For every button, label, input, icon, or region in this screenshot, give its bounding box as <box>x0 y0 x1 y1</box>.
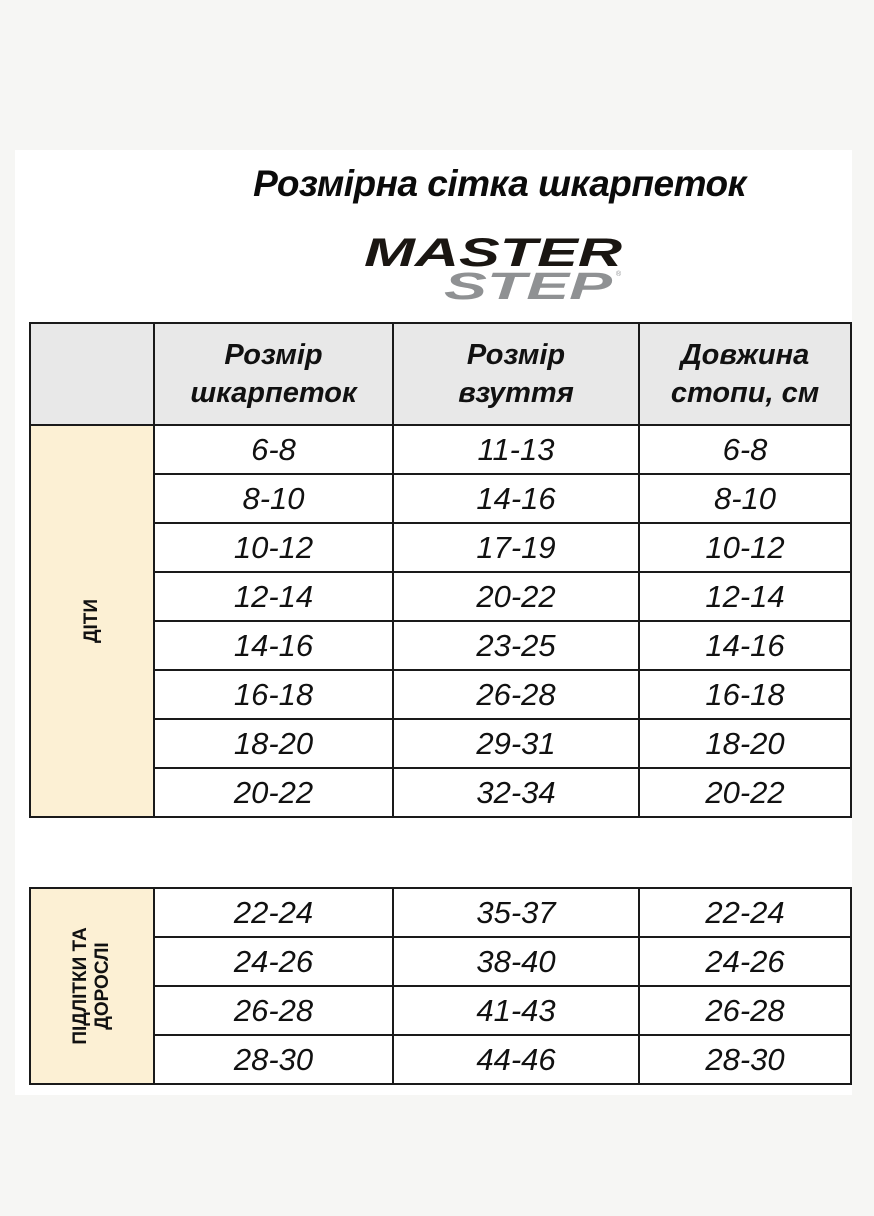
size-table-kids <box>29 322 852 818</box>
shoe-size-cell: 17-19 <box>393 523 639 572</box>
foot-length-cell: 28-30 <box>639 1035 851 1084</box>
master-step-logo <box>360 232 630 304</box>
header-line: стопи, см <box>670 377 820 409</box>
shoe-size-cell: 20-22 <box>393 572 639 621</box>
group-label-line: ДІТИ <box>81 598 102 644</box>
shoe-size-cell: 26-28 <box>393 670 639 719</box>
table-row <box>30 425 851 474</box>
sock-size-cell: 6-8 <box>154 425 393 474</box>
foot-length-cell: 6-8 <box>639 425 851 474</box>
table-header-row <box>30 323 851 425</box>
foot-length-cell: 26-28 <box>639 986 851 1035</box>
header-line: взуття <box>458 377 574 409</box>
table-row <box>30 888 851 937</box>
foot-length-cell: 22-24 <box>639 888 851 937</box>
sock-size-cell: 16-18 <box>154 670 393 719</box>
foot-length-cell: 24-26 <box>639 937 851 986</box>
header-foot-length <box>639 323 851 425</box>
logo-step-text: STEP <box>444 266 614 304</box>
header-line: Довжина <box>680 339 810 371</box>
sock-size-cell: 8-10 <box>154 474 393 523</box>
shoe-size-cell: 11-13 <box>393 425 639 474</box>
sock-size-cell: 12-14 <box>154 572 393 621</box>
shoe-size-cell: 32-34 <box>393 768 639 817</box>
group-label-line: ПІДЛІТКИ ТА <box>70 927 91 1045</box>
foot-length-cell: 14-16 <box>639 621 851 670</box>
foot-length-cell: 8-10 <box>639 474 851 523</box>
group-label-teens-adults <box>30 888 154 1084</box>
shoe-size-cell: 38-40 <box>393 937 639 986</box>
foot-length-cell: 12-14 <box>639 572 851 621</box>
sock-size-cell: 24-26 <box>154 937 393 986</box>
shoe-size-cell: 23-25 <box>393 621 639 670</box>
group-label-text <box>70 927 114 1044</box>
group-label-line: ДОРОСЛІ <box>92 942 113 1030</box>
logo-master-text: MASTER <box>364 232 623 275</box>
sock-size-cell: 14-16 <box>154 621 393 670</box>
header-line: Розмір <box>466 339 566 371</box>
header-line: Розмір <box>224 339 323 371</box>
shoe-size-cell: 41-43 <box>393 986 639 1035</box>
foot-length-cell: 10-12 <box>639 523 851 572</box>
page-title: Розмірна сітка шкарпеток <box>253 163 746 204</box>
group-label-kids <box>30 425 154 817</box>
sock-size-cell: 28-30 <box>154 1035 393 1084</box>
header-line: шкарпеток <box>190 377 357 409</box>
header-corner-cell <box>30 323 154 425</box>
shoe-size-cell: 29-31 <box>393 719 639 768</box>
foot-length-cell: 20-22 <box>639 768 851 817</box>
sock-size-cell: 18-20 <box>154 719 393 768</box>
shoe-size-cell: 35-37 <box>393 888 639 937</box>
registered-mark: ® <box>616 271 622 278</box>
foot-length-cell: 16-18 <box>639 670 851 719</box>
sock-size-cell: 10-12 <box>154 523 393 572</box>
foot-length-cell: 18-20 <box>639 719 851 768</box>
header-sock-size <box>154 323 393 425</box>
shoe-size-cell: 14-16 <box>393 474 639 523</box>
sock-size-cell: 26-28 <box>154 986 393 1035</box>
group-label-text <box>81 599 103 643</box>
size-table-teens-adults <box>29 887 852 1085</box>
header-shoe-size <box>393 323 639 425</box>
shoe-size-cell: 44-46 <box>393 1035 639 1084</box>
sock-size-cell: 20-22 <box>154 768 393 817</box>
sock-size-cell: 22-24 <box>154 888 393 937</box>
